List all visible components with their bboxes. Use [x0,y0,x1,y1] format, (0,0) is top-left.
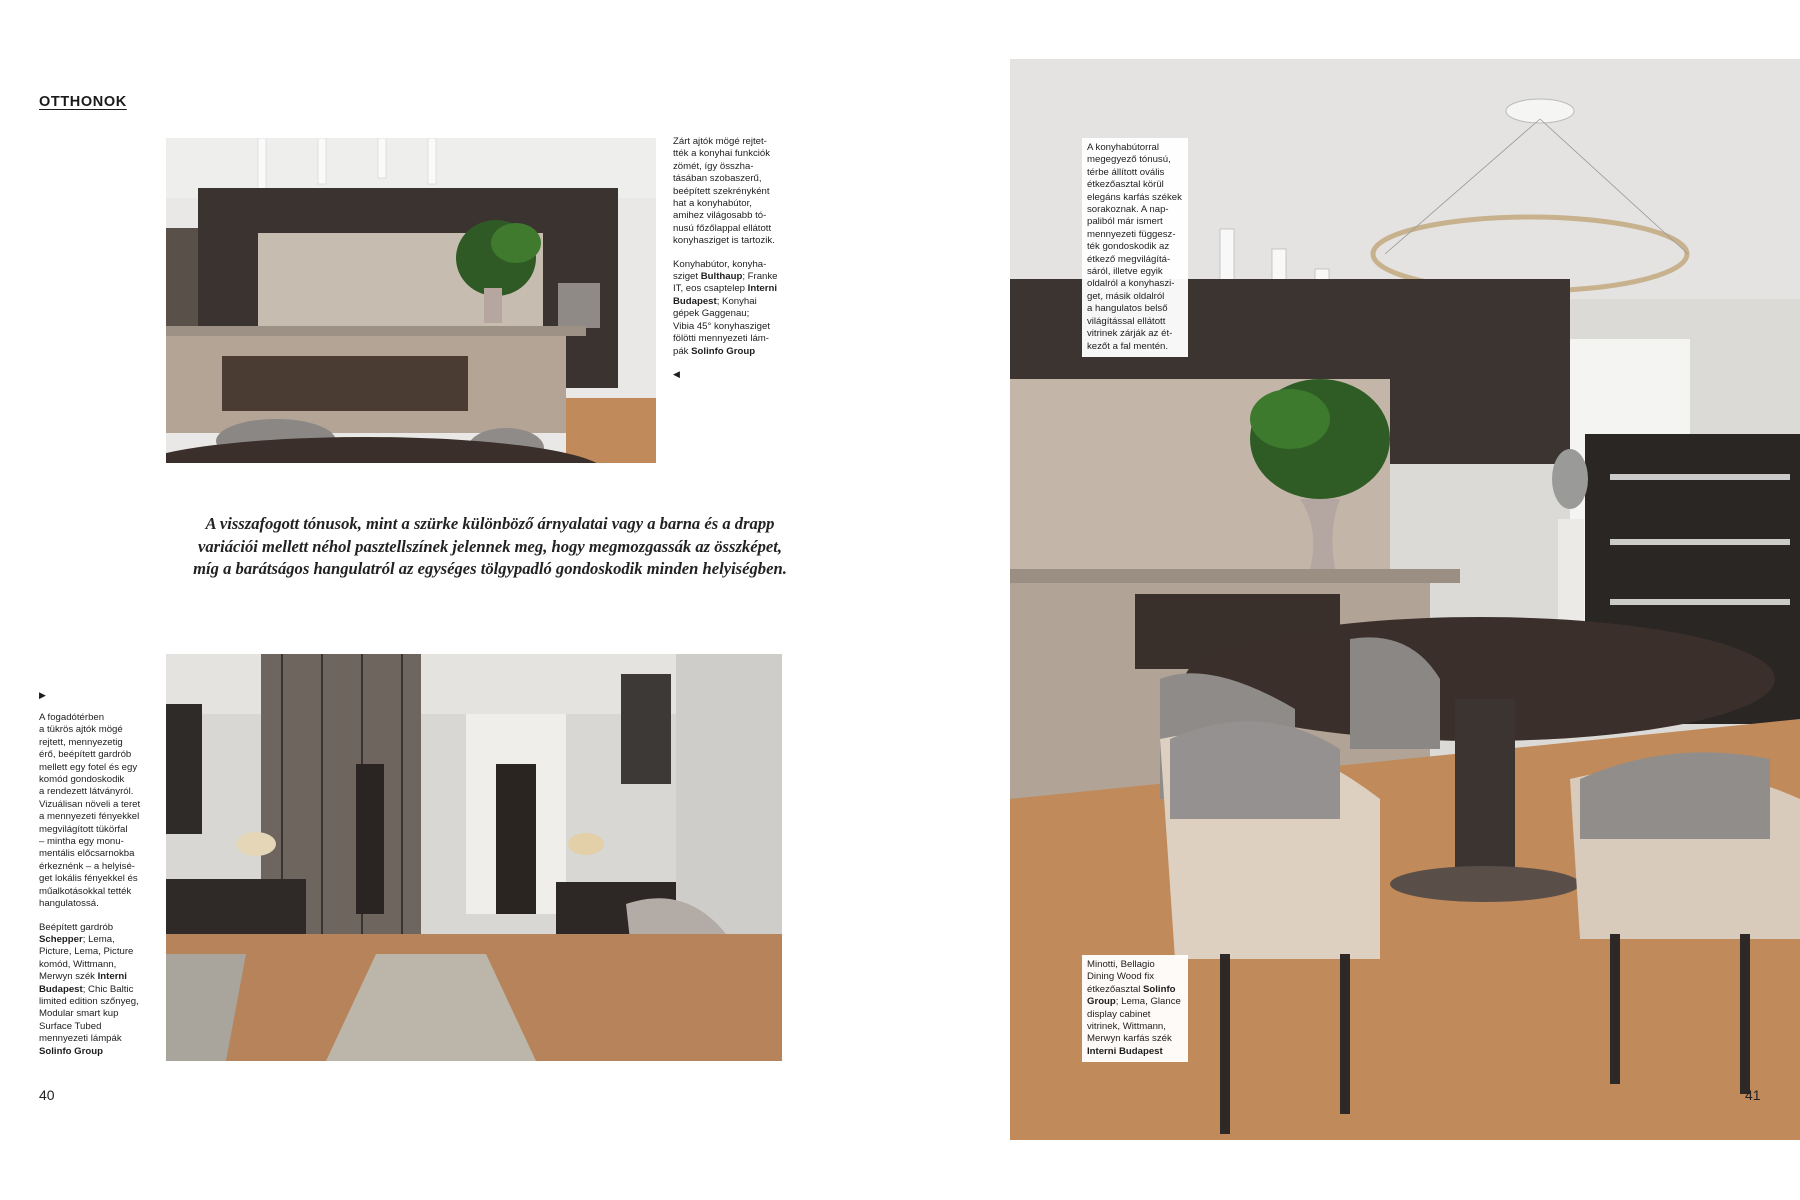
kitchen-credits: Konyhabútor, konyha- sziget Bulthaup; Franke IT, eos csaptelep Interni Budapest; Konyhai gépek Gaggenau; Vibia 45° konyhasziget fölötti mennyezeti lám- pák Solinfo Group [673,258,778,357]
hallway-photo [166,654,782,1061]
left-arrow-icon: ◀ [673,368,680,379]
right-page [1010,0,1800,1200]
hallway-caption [39,690,157,1069]
kitchen-photo [166,138,656,463]
dining-caption-top [1082,138,1188,357]
kitchen-caption-text: Zárt ajtók mögé rejtet- tték a konyhai funkciók zömét, így összha- tásában szobaszerű, beépített szekrényként hat a konyhabútor, amihez világosabb tó- nusú főzőlappal ellátott konyhasziget is tartozik. [673,136,775,247]
left-page-number: 40 [39,1087,55,1103]
dining-caption-top-text: A konyhabútorral megegyező tónusú, térbe állított ovális étkezőasztal körül elegáns karfás székek sorakoznak. A nap- paliból már ismert mennyezeti függesz- ték gondoskodik az étkező megvilágítá- sáról, illetve egyik oldalról a konyhaszi- get, másik oldalról a hangulatos belső világítással ellátott vitrinek zárják az ét- kezőt a fal mentén. [1087,142,1182,352]
kitchen-caption [673,136,801,379]
hallway-credits: Beépített gardrób Schepper; Lema, Picture, Lema, Picture komód, Wittmann, Merwyn szék Interni Budapest; Chic Baltic limited edition szőnyeg, Modular smart kup Surface Tubed mennyezeti lámpák Solinfo Group [39,921,139,1057]
right-arrow-icon: ▶ [39,690,46,700]
section-label: OTTHONOK [39,94,127,110]
pull-quote: A visszafogott tónusok, mint a szürke különböző árnyalatai vagy a barna és a drapp variációi mellett néhol pasztellszínek jelennek meg, hogy megmozgassák az összképet, míg a barátságos hangulatról az egységes tölgypadló gondoskodik minden helyiségben. [193,514,787,578]
dining-caption-bottom: Minotti, Bellagio Dining Wood fix étkezőasztal Solinfo Group; Lema, Glance display cabinet vitrinek, Wittmann, Merwyn karfás szék Interni Budapest [1082,955,1188,1062]
hallway-caption-text: A fogadótérben a tükrös ajtók mögé rejtett, mennyezetig érő, beépített gardrób mellett egy fotel és egy komód gondoskodik a rendezett látványról. Vizuálisan növeli a teret a mennyezeti fényekkel megvilágított tükörfal – mintha egy monu- mentális előcsarnokba érkeznénk – a helyisé- get lokális fényekkel és műalkotásokkal tették hangulatossá. [39,712,141,910]
right-page-number: 41 [1745,1087,1761,1103]
